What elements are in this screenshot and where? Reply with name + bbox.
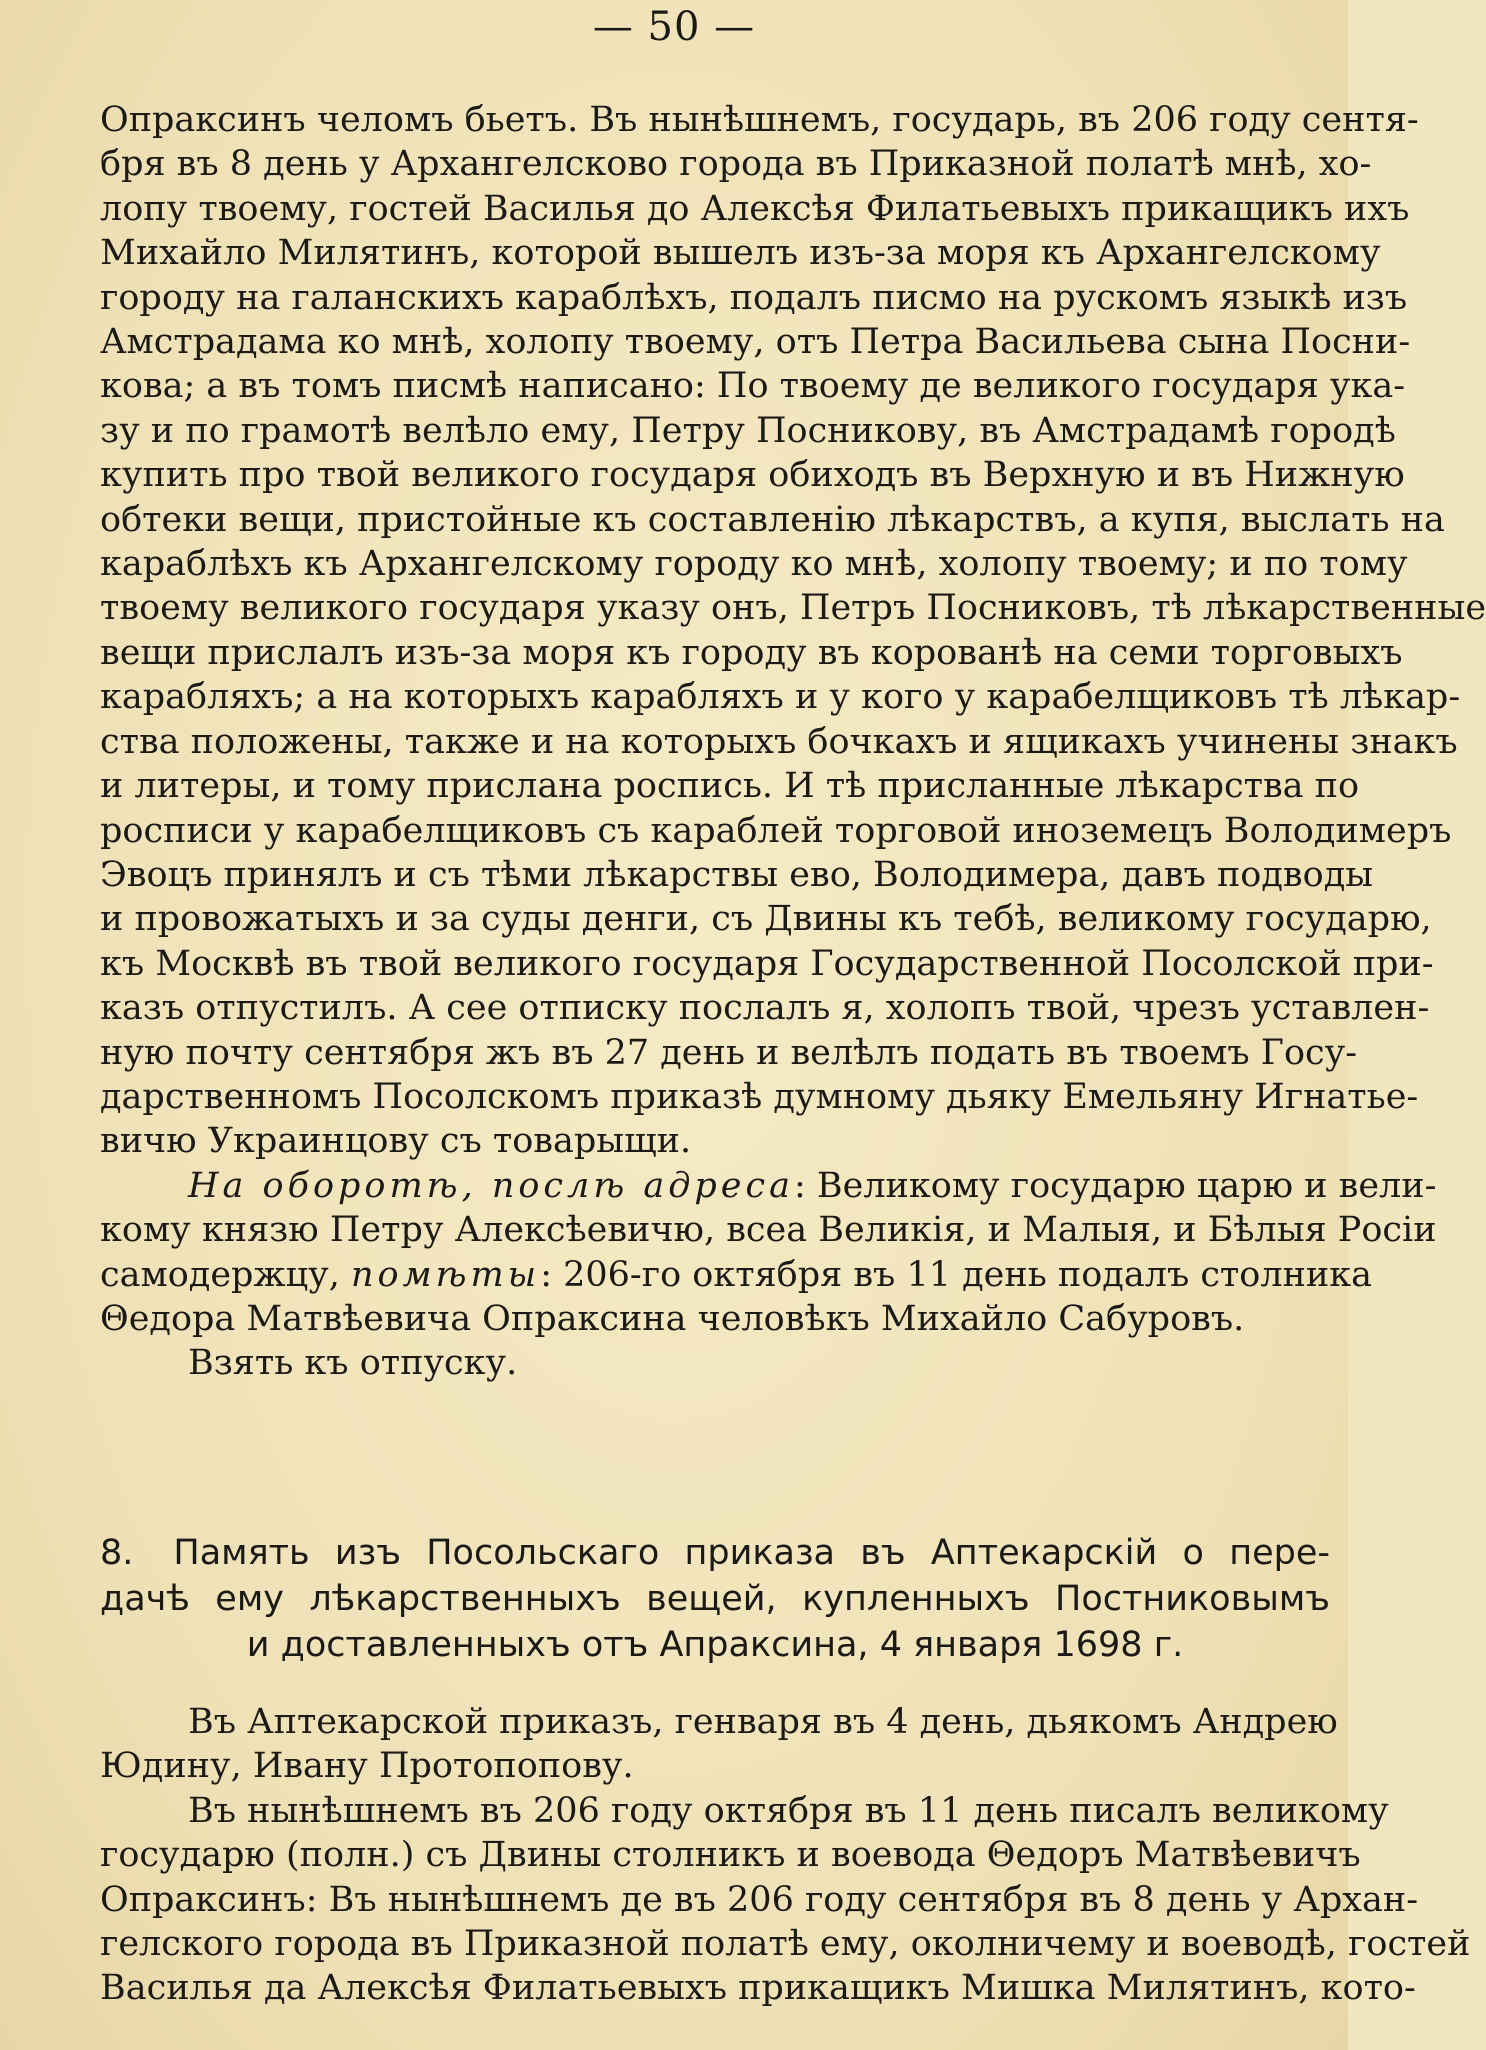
text-line: карабляхъ; а на которыхъ карабляхъ и у кого у карабелщиковъ тѣ лѣкар- bbox=[100, 677, 1461, 718]
text-line: къ Москвѣ въ твой великого государя Государственной Посолской при- bbox=[100, 943, 1434, 984]
page-number: — 50 — bbox=[592, 4, 756, 50]
text-line: Амстрадама ко мнѣ, холопу твоему, отъ Петра Васильева сына Посни- bbox=[100, 322, 1411, 363]
text-line: ную почту сентября жъ въ 27 день и велѣлъ подать въ твоемъ Госу- bbox=[100, 1032, 1358, 1073]
section-number: 8. bbox=[100, 1533, 134, 1573]
heading-line: дачѣ ему лѣкарственныхъ вещей, купленныхъ Постниковымъ bbox=[100, 1579, 1330, 1619]
text-line: купить про твой великого государя обиходъ въ Верхную и въ Нижную bbox=[100, 455, 1405, 496]
text-line: караблѣхъ къ Архангелскому городу ко мнѣ, холопу твоему; и по тому bbox=[100, 544, 1408, 585]
text-line: кому князю Петру Алексѣевичю, всеа Великiя, и Малыя, и Бѣлыя Росiи bbox=[100, 1210, 1437, 1251]
text-line: дарственномъ Посолскомъ приказѣ думному дьяку Емельяну Игнатье- bbox=[100, 1076, 1419, 1117]
text-line: Въ Аптекарской приказъ, генваря въ 4 день, дьякомъ Андрею bbox=[188, 1702, 1338, 1742]
text-line bbox=[100, 1253, 1372, 1297]
heading-text: Память изъ Посольскаго приказа въ Аптекарскiй о пере- bbox=[173, 1533, 1330, 1573]
text-line: Василья да Алексѣя Филатьевыхъ прикащикъ Мишка Милятинъ, кото- bbox=[100, 1968, 1416, 2009]
text-line: вещи прислалъ изъ-за моря къ городу въ корованѣ на семи торговыхъ bbox=[100, 632, 1403, 673]
section-heading bbox=[100, 1530, 1330, 1668]
text-line: кова; а въ томъ писмѣ написано: По твоему де великого государя ука- bbox=[100, 366, 1406, 407]
heading-line bbox=[100, 1530, 1330, 1576]
reverse-label: На оборотѣ, послѣ адреса bbox=[188, 1165, 794, 1206]
text-line: Михайло Милятинъ, которой вышелъ изъ-за моря къ Архангелскому bbox=[100, 233, 1381, 274]
text-fragment: самодержцу, bbox=[100, 1254, 351, 1295]
text-line: лопу твоему, гостей Василья до Алексѣя Филатьевыхъ прикащикъ ихъ bbox=[100, 188, 1410, 229]
text-line: гелского города въ Приказной полатѣ ему, околничему и воеводѣ, гостей bbox=[100, 1924, 1471, 1965]
lower-text-block bbox=[100, 1700, 1471, 2011]
text-line: Опраксинъ челомъ бьетъ. Въ нынѣшнемъ, государь, въ 206 году сентя- bbox=[100, 100, 1419, 140]
text-line: Опраксинъ: Въ нынѣшнемъ де въ 206 году сентября въ 8 день у Архан- bbox=[100, 1879, 1419, 1920]
text-line bbox=[100, 1164, 1437, 1208]
paragraph-addressee bbox=[100, 1700, 1338, 1789]
text-line: и провожатыхъ и за суды денги, съ Двины къ тебѣ, великому государю, bbox=[100, 899, 1432, 940]
reverse-address-text: : Великому государю царю и вели- bbox=[793, 1165, 1437, 1206]
paragraph-resolution bbox=[100, 1341, 1330, 1385]
text-line: обтеки вещи, пристойные къ составленiю лѣкарствъ, а купя, выслать на bbox=[100, 499, 1445, 540]
paragraph-reverse-note bbox=[100, 1164, 1437, 1342]
upper-text-block bbox=[100, 98, 1486, 1386]
text-line: Эвоцъ принялъ и съ тѣми лѣкарствы ево, Володимера, давъ подводы bbox=[100, 854, 1374, 895]
text-line: Взять къ отпуску. bbox=[188, 1343, 518, 1384]
text-line: ства положены, также и на которыхъ бочкахъ и ящикахъ учинены знакъ bbox=[100, 721, 1458, 762]
text-fragment: : 206-го октября въ 11 день подалъ столника bbox=[540, 1254, 1372, 1295]
text-line: Юдину, Ивану Протопопову. bbox=[100, 1746, 634, 1787]
text-line: городу на галанскихъ караблѣхъ, подалъ писмо на рускомъ языкѣ изъ bbox=[100, 277, 1408, 318]
text-line: росписи у карабелщиковъ съ караблей торговой иноземецъ Володимеръ bbox=[100, 810, 1452, 851]
text-line: Въ нынѣшнемъ въ 206 году октября въ 11 день писалъ великому bbox=[188, 1790, 1389, 1831]
text-line: Θедора Матвѣевича Опраксина человѣкъ Михайло Сабуровъ. bbox=[100, 1298, 1245, 1339]
text-line: и литеры, и тому прислана роспись. И тѣ присланные лѣкарства по bbox=[100, 766, 1360, 807]
text-line: зу и по грамотѣ велѣло ему, Петру Посникову, въ Амстрадамѣ городѣ bbox=[100, 410, 1396, 451]
text-line: бря въ 8 день у Архангелсково города въ Приказной полатѣ мнѣ, хо- bbox=[100, 144, 1372, 185]
paragraph-memo-body bbox=[100, 1789, 1471, 2011]
text-line: вичю Украинцову съ товарыщи. bbox=[100, 1121, 692, 1162]
heading-line: и доставленныхъ отъ Апраксина, 4 января 1698 г. bbox=[246, 1625, 1184, 1665]
text-line: государю (полн.) съ Двины столникъ и воевода Θедоръ Матвѣевичъ bbox=[100, 1835, 1361, 1876]
notes-label: помѣты bbox=[350, 1254, 541, 1295]
text-line: твоему великого государя указу онъ, Петръ Посниковъ, тѣ лѣкарственные bbox=[100, 588, 1486, 629]
paragraph-letter-body bbox=[100, 98, 1486, 1164]
text-line: казъ отпустилъ. А сее отписку послалъ я, холопъ твой, чрезъ уставлен- bbox=[100, 988, 1430, 1029]
